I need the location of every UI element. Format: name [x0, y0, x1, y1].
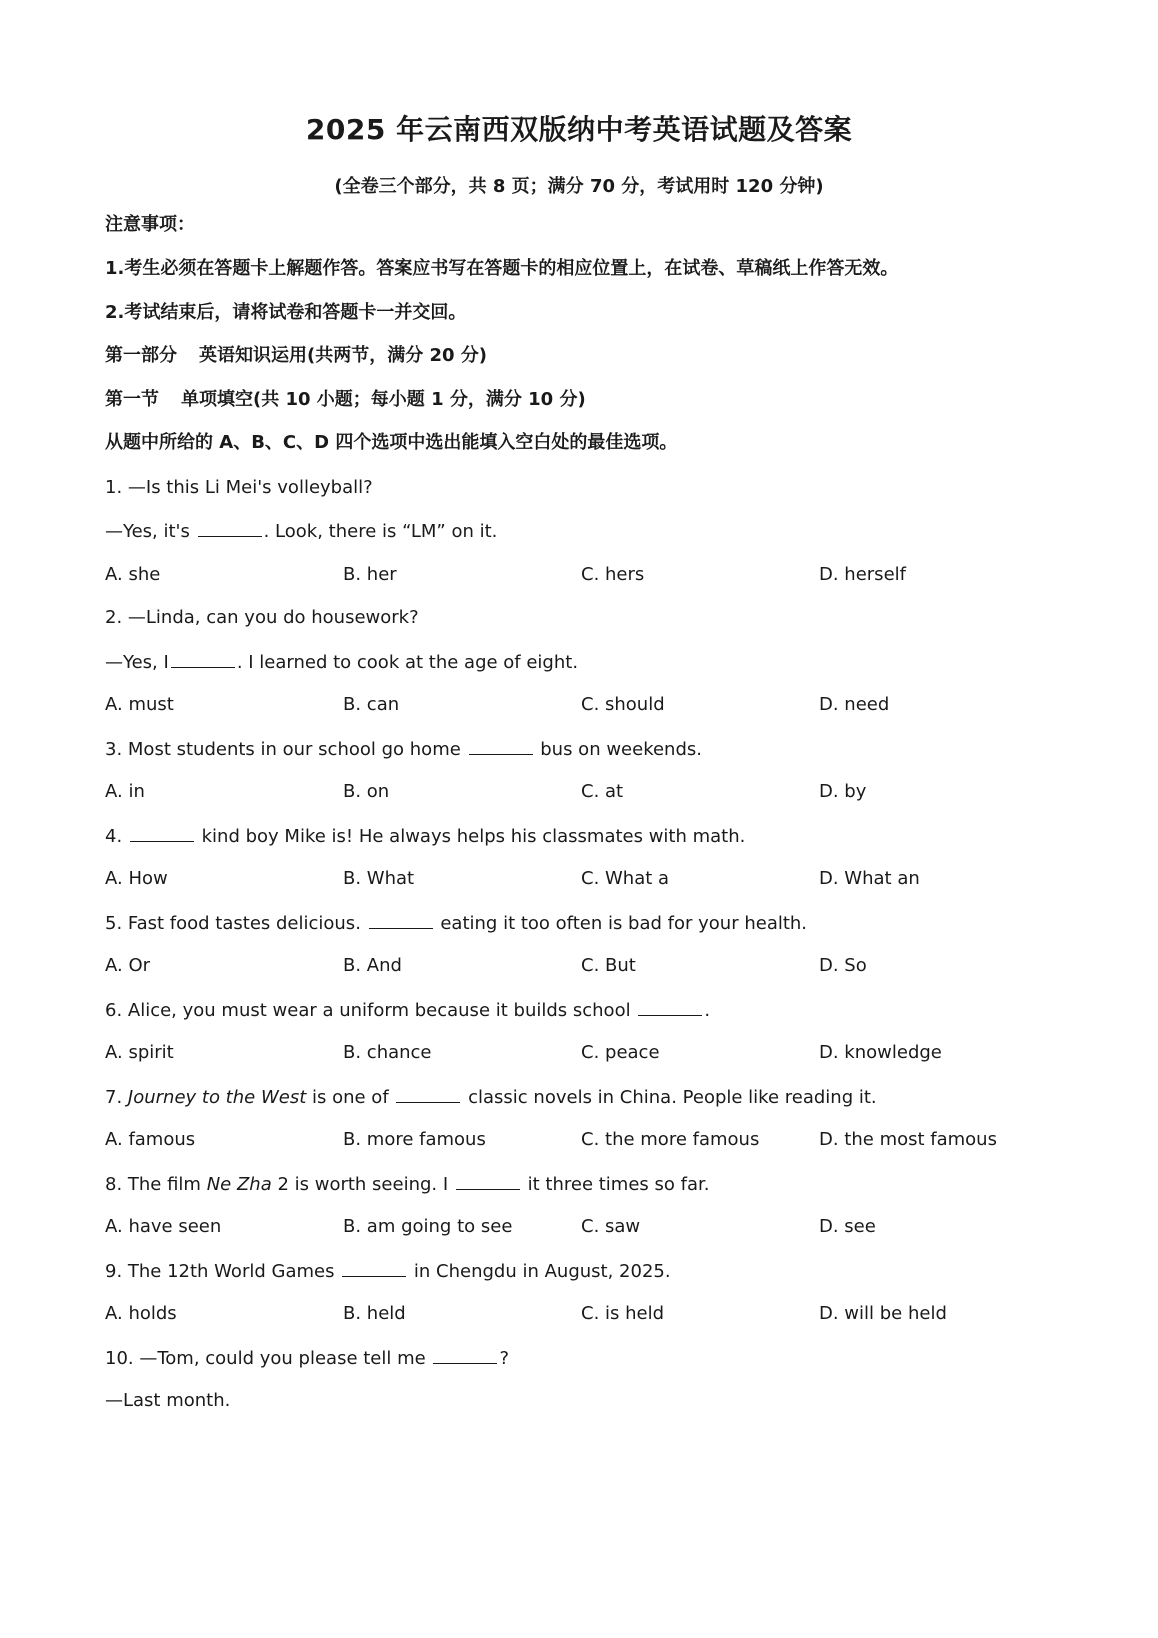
- page-subtitle: (全卷三个部分，共 8 页；满分 70 分，考试用时 120 分钟): [334, 176, 824, 197]
- question-1-text-a: —Yes, it's: [105, 521, 196, 542]
- question-1-options: [105, 564, 1005, 588]
- book-title: Journey to the West: [127, 1087, 307, 1108]
- option-d: D. the most famous: [819, 1129, 997, 1150]
- question-7-stem: [105, 1086, 877, 1108]
- option-c: C. hers: [581, 564, 645, 585]
- question-5-options: [105, 955, 1005, 979]
- option-a: A. holds: [105, 1303, 177, 1324]
- question-9-text-a: 9. The 12th World Games: [105, 1261, 341, 1282]
- question-3-options: [105, 781, 1005, 805]
- option-d: D. see: [819, 1216, 876, 1237]
- option-c: C. What a: [581, 868, 670, 889]
- option-a: A. have seen: [105, 1216, 222, 1237]
- option-c: C. But: [581, 955, 636, 976]
- option-b: B. on: [343, 781, 390, 802]
- question-10-reply: —Last month.: [105, 1390, 231, 1411]
- option-a: A. How: [105, 868, 168, 889]
- section1-label: 第一节: [105, 389, 159, 410]
- question-5-text-b: eating it too often is bad for your health.: [434, 913, 808, 934]
- question-9-options: [105, 1303, 1005, 1327]
- question-5-stem: [105, 912, 807, 934]
- option-d: D. will be held: [819, 1303, 947, 1324]
- question-9-text-b: in Chengdu in August, 2025.: [408, 1261, 671, 1282]
- answer-blank: [171, 651, 235, 668]
- question-6-text-b: .: [704, 1000, 711, 1021]
- option-c: C. is held: [581, 1303, 665, 1324]
- option-d: D. need: [819, 694, 890, 715]
- option-d: D. knowledge: [819, 1042, 942, 1063]
- option-a: A. she: [105, 564, 161, 585]
- answer-blank: [469, 738, 533, 755]
- question-6-stem: [105, 999, 710, 1021]
- section1-heading: [105, 385, 586, 411]
- option-b: B. more famous: [343, 1129, 486, 1150]
- option-c: C. at: [581, 781, 624, 802]
- question-1-reply: [105, 520, 497, 542]
- answer-blank: [130, 825, 194, 842]
- option-a: A. Or: [105, 955, 151, 976]
- question-4-stem: [105, 825, 745, 847]
- option-c: C. saw: [581, 1216, 641, 1237]
- option-a: A. spirit: [105, 1042, 174, 1063]
- option-b: B. chance: [343, 1042, 432, 1063]
- section1-instruction: 从题中所给的 A、B、C、D 四个选项中选出能填入空白处的最佳选项。: [105, 432, 678, 453]
- option-a: A. in: [105, 781, 145, 802]
- option-d: D. So: [819, 955, 867, 976]
- question-7-number: 7.: [105, 1087, 128, 1108]
- part1-label: 第一部分: [105, 345, 177, 366]
- section1-title: 单项填空(共 10 小题；每小题 1 分，满分 10 分): [181, 389, 586, 410]
- answer-blank: [342, 1260, 406, 1277]
- question-3-text-b: bus on weekends.: [534, 739, 702, 760]
- question-2-options: [105, 694, 1005, 718]
- notice-item-1: 1.考生必须在答题卡上解题作答。答案应书写在答题卡的相应位置上，在试卷、草稿纸上作答无效。: [105, 258, 899, 279]
- option-b: B. can: [343, 694, 400, 715]
- option-c: C. the more famous: [581, 1129, 760, 1150]
- answer-blank: [456, 1173, 520, 1190]
- film-title: Ne Zha: [206, 1174, 272, 1195]
- option-b: B. held: [343, 1303, 406, 1324]
- option-b: B. What: [343, 868, 415, 889]
- question-4-text-b: kind boy Mike is! He always helps his classmates with math.: [195, 826, 746, 847]
- question-2-reply: [105, 651, 578, 673]
- option-d: D. What an: [819, 868, 920, 889]
- page-title: 2025 年云南西双版纳中考英语试题及答案: [305, 113, 853, 146]
- option-b: B. And: [343, 955, 402, 976]
- question-7-text-a: is one of: [306, 1087, 395, 1108]
- answer-blank: [198, 520, 262, 537]
- question-9-stem: [105, 1260, 671, 1282]
- question-2-prompt: 2. —Linda, can you do housework?: [105, 607, 419, 628]
- question-10-prompt: [105, 1347, 509, 1369]
- question-7-text-b: classic novels in China. People like reading it.: [462, 1087, 877, 1108]
- question-10-text-b: ?: [499, 1348, 509, 1369]
- question-4-text-a: 4.: [105, 826, 128, 847]
- answer-blank: [433, 1347, 497, 1364]
- answer-blank: [638, 999, 702, 1016]
- option-a: A. must: [105, 694, 174, 715]
- question-5-text-a: 5. Fast food tastes delicious.: [105, 913, 367, 934]
- option-b: B. her: [343, 564, 397, 585]
- question-3-text-a: 3. Most students in our school go home: [105, 739, 467, 760]
- notice-item-2: 2.考试结束后，请将试卷和答题卡一并交回。: [105, 302, 467, 323]
- option-a: A. famous: [105, 1129, 196, 1150]
- question-1-text-b: . Look, there is “LM” on it.: [263, 521, 498, 542]
- question-8-text-b: it three times so far.: [521, 1174, 710, 1195]
- question-10-text-a: 10. —Tom, could you please tell me: [105, 1348, 432, 1369]
- part1-title: 英语知识运用(共两节，满分 20 分): [199, 345, 488, 366]
- notice-heading: 注意事项：: [105, 214, 195, 235]
- question-8-options: [105, 1216, 1005, 1240]
- part1-heading: [105, 341, 487, 367]
- option-c: C. peace: [581, 1042, 660, 1063]
- answer-blank: [369, 912, 433, 929]
- question-2-text-b: . I learned to cook at the age of eight.: [236, 652, 579, 673]
- question-7-options: [105, 1129, 1005, 1153]
- question-4-options: [105, 868, 1005, 892]
- question-6-text-a: 6. Alice, you must wear a uniform because it builds school: [105, 1000, 637, 1021]
- question-1-prompt: 1. —Is this Li Mei's volleyball?: [105, 477, 373, 498]
- option-b: B. am going to see: [343, 1216, 513, 1237]
- question-6-options: [105, 1042, 1005, 1066]
- question-8-text-a: 2 is worth seeing. I: [271, 1174, 454, 1195]
- option-d: D. by: [819, 781, 867, 802]
- question-2-text-a: —Yes, I: [105, 652, 169, 673]
- question-3-stem: [105, 738, 702, 760]
- option-d: D. herself: [819, 564, 906, 585]
- option-c: C. should: [581, 694, 665, 715]
- answer-blank: [396, 1086, 460, 1103]
- question-8-number: 8. The film: [105, 1174, 207, 1195]
- question-8-stem: [105, 1173, 709, 1195]
